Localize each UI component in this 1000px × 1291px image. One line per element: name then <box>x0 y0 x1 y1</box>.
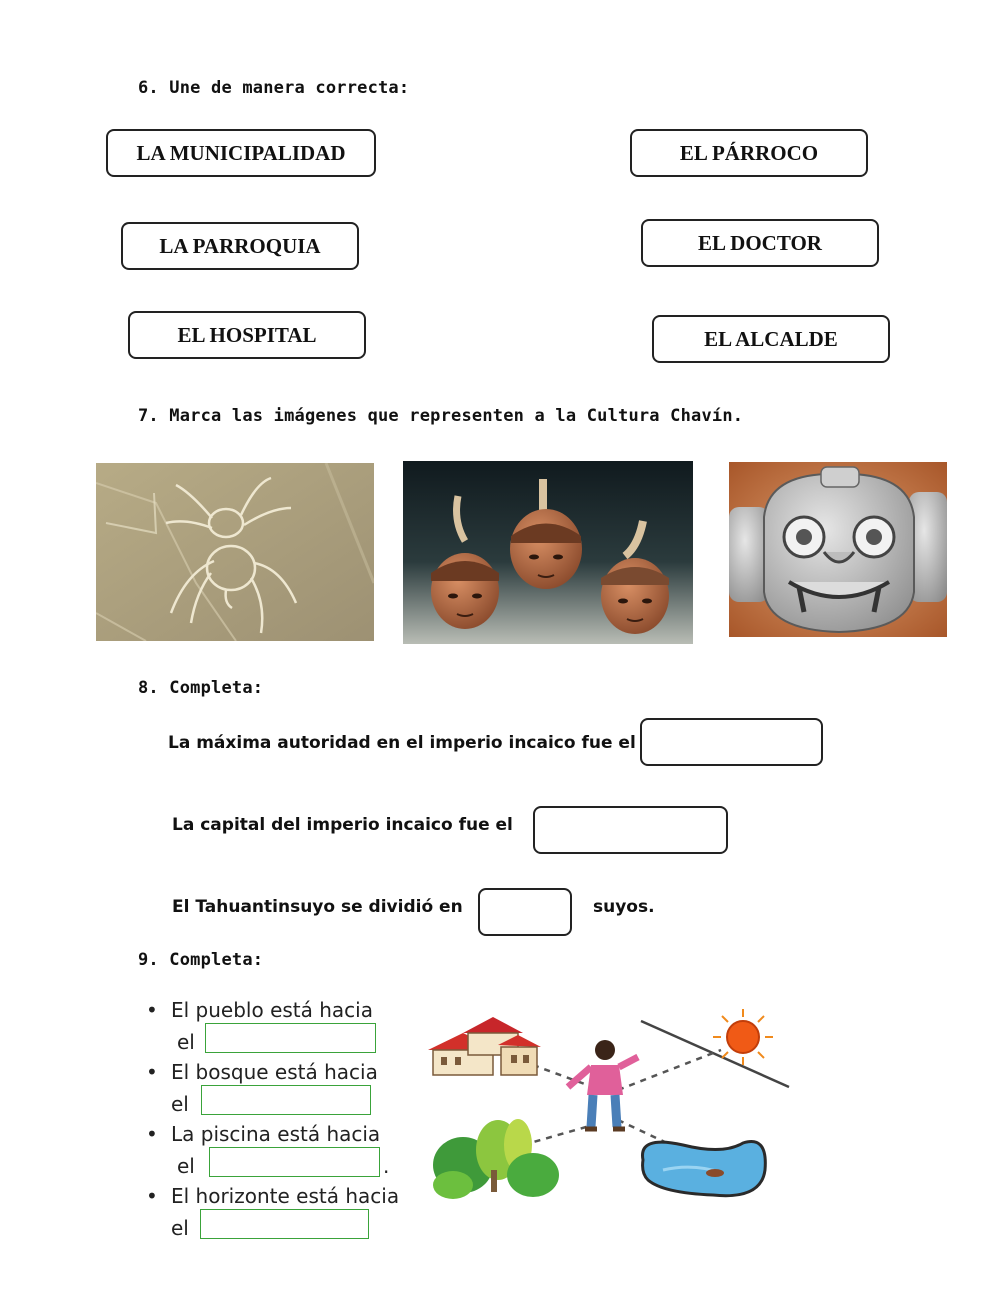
q9-item-3-el: el <box>177 1154 195 1178</box>
q8-sentence-3-end: suyos. <box>593 897 655 917</box>
q6-title: 6. Une de manera correcta: <box>138 78 410 98</box>
q9-item-4-input[interactable] <box>200 1209 369 1239</box>
q9-item-1-input[interactable] <box>205 1023 376 1053</box>
q8-answer-2-input[interactable] <box>533 806 728 854</box>
q9-bullet-icon: • <box>146 1184 158 1208</box>
match-left-parroquia[interactable]: LA PARROQUIA <box>121 222 359 270</box>
orientation-illustration <box>423 995 795 1210</box>
q9-item-4-el: el <box>171 1216 189 1240</box>
q9-bullet-icon: • <box>146 998 158 1022</box>
match-right-doctor[interactable]: EL DOCTOR <box>641 219 879 267</box>
q8-answer-1-input[interactable] <box>640 718 823 766</box>
q9-item-1-el: el <box>177 1030 195 1054</box>
chavin-head-image[interactable] <box>729 462 947 637</box>
nazca-spider-image[interactable] <box>96 463 374 641</box>
match-left-municipalidad[interactable]: LA MUNICIPALIDAD <box>106 129 376 177</box>
pool-icon <box>643 1142 766 1196</box>
q9-bullet-icon: • <box>146 1060 158 1084</box>
q9-title: 9. Completa: <box>138 950 264 970</box>
q7-title: 7. Marca las imágenes que representen a la Cultura Chavín. <box>138 406 744 426</box>
q9-item-1-text: El pueblo está hacia <box>171 998 373 1022</box>
q8-sentence-1: La máxima autoridad en el imperio incaico fue el <box>168 733 636 753</box>
q9-item-3-period: . <box>383 1154 390 1178</box>
q9-item-2-input[interactable] <box>201 1085 371 1115</box>
q8-sentence-2: La capital del imperio incaico fue el <box>172 815 513 835</box>
q9-item-2-text: El bosque está hacia <box>171 1060 378 1084</box>
q8-sentence-3: El Tahuantinsuyo se dividió en <box>172 897 463 917</box>
q9-item-3-input[interactable] <box>209 1147 380 1177</box>
q9-item-2-el: el <box>171 1092 189 1116</box>
q8-answer-3-input[interactable] <box>478 888 572 936</box>
q8-title: 8. Completa: <box>138 678 264 698</box>
moche-vessels-image[interactable] <box>403 461 693 644</box>
q9-bullet-icon: • <box>146 1122 158 1146</box>
match-right-alcalde[interactable]: EL ALCALDE <box>652 315 890 363</box>
match-left-hospital[interactable]: EL HOSPITAL <box>128 311 366 359</box>
q9-item-4-text: El horizonte está hacia <box>171 1184 400 1208</box>
q9-item-3-text: La piscina está hacia <box>171 1122 381 1146</box>
match-right-parroco[interactable]: EL PÁRROCO <box>630 129 868 177</box>
